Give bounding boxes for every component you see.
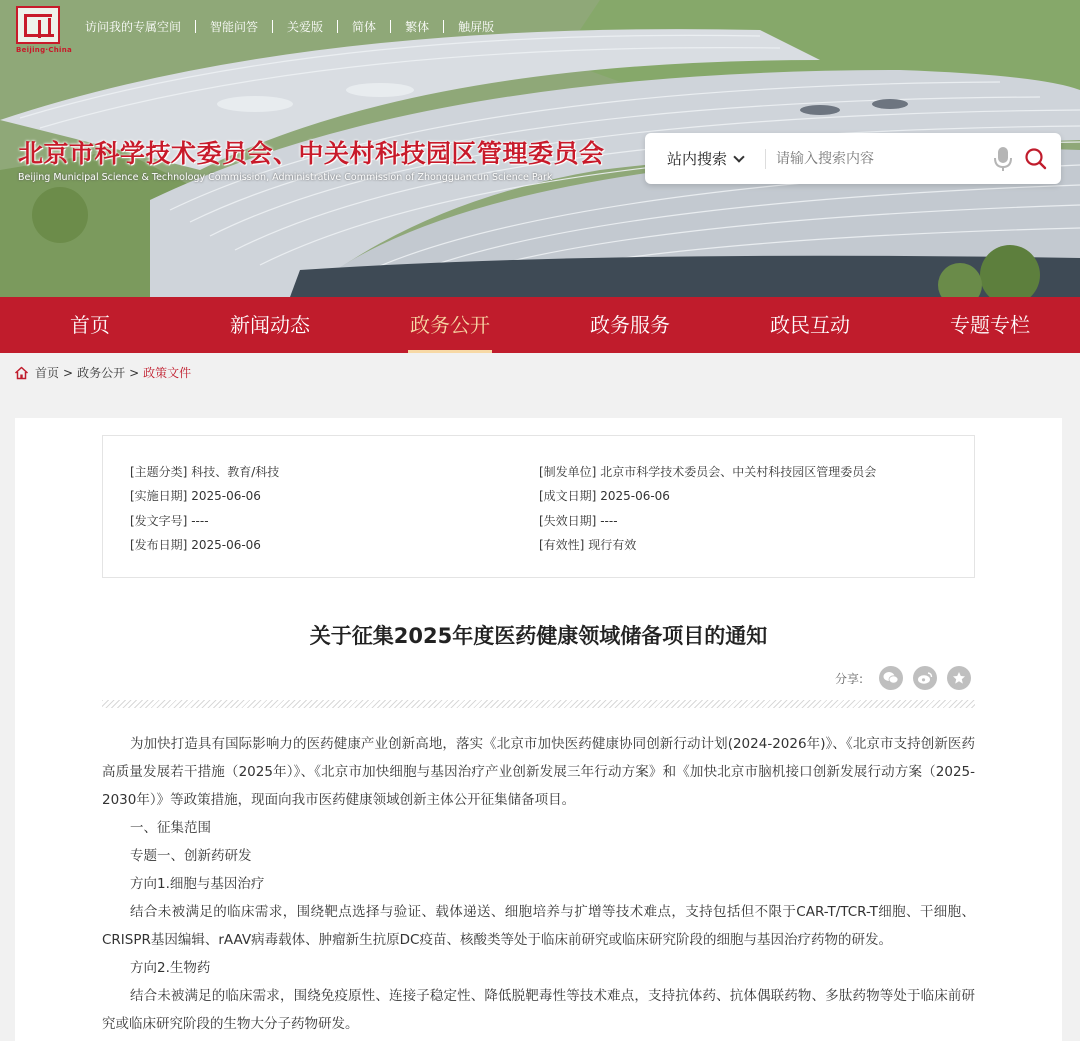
top-link-touch-version[interactable]: 触屏版 xyxy=(458,20,495,34)
meta-key: [发文字号] xyxy=(130,514,188,528)
article-body xyxy=(102,730,975,1038)
breadcrumb-government-affairs[interactable]: 政务公开 xyxy=(77,366,126,380)
logo-text: Beijing·China xyxy=(16,46,73,54)
breadcrumb-home[interactable]: 首页 xyxy=(35,366,60,380)
meta-value: 北京市科学技术委员会、中关村科技园区管理委员会 xyxy=(600,465,877,479)
top-link-simplified[interactable]: 简体 xyxy=(352,20,377,34)
favorite-icon[interactable] xyxy=(947,666,971,690)
search-input[interactable] xyxy=(766,151,991,167)
article-paragraph: 一、征集范围 xyxy=(130,820,211,836)
chevron-down-icon xyxy=(733,151,744,162)
main-nav xyxy=(0,297,1080,353)
top-link-divider xyxy=(443,20,444,33)
meta-value: 现行有效 xyxy=(588,538,637,552)
top-link-my-space[interactable]: 访问我的专属空间 xyxy=(85,20,182,34)
meta-key: [成文日期] xyxy=(539,489,597,503)
top-link-divider xyxy=(390,20,391,33)
article-paragraph: 方向1.细胞与基因治疗 xyxy=(130,876,265,892)
site-title xyxy=(18,134,605,183)
nav-item-topics[interactable]: 专题专栏 xyxy=(950,313,1030,337)
breadcrumb-separator: > xyxy=(63,365,74,380)
meta-publish-date xyxy=(130,536,261,553)
mic-icon[interactable] xyxy=(991,145,1015,173)
title-divider xyxy=(102,700,975,708)
article-paragraph: 为加快打造具有国际影响力的医药健康产业创新高地，落实《北京市加快医药健康协同创新行动计划(2024-2026年)》、《北京市支持创新医药高质量发展若干措施（2025年）》、《北京市加快细胞与基因治疗产业创新发展三年行动方案》和《加快北京市脑机接口创新发展行动方案（2025-2030年）》等政策措施，现面向我市医药健康领域创新主体公开征集储备项目。 xyxy=(102,736,975,808)
nav-item-interaction[interactable]: 政民互动 xyxy=(770,313,850,337)
breadcrumb-separator: > xyxy=(129,365,140,380)
breadcrumb-policy-documents[interactable]: 政策文件 xyxy=(143,366,192,380)
nav-item-news[interactable]: 新闻动态 xyxy=(230,313,310,337)
top-link-traditional[interactable]: 繁体 xyxy=(405,20,430,34)
header-banner xyxy=(0,0,1080,297)
top-link-divider xyxy=(272,20,273,33)
meta-value: 2025-06-06 xyxy=(191,489,261,503)
share-label: 分享: xyxy=(835,671,864,686)
meta-key: [失效日期] xyxy=(539,514,597,528)
search-scope-dropdown[interactable] xyxy=(645,148,765,169)
meta-value: 2025-06-06 xyxy=(600,489,670,503)
article-paragraph: 专题一、创新药研发 xyxy=(130,848,252,864)
site-title-cn: 北京市科学技术委员会、中关村科技园区管理委员会 xyxy=(18,139,605,168)
home-icon[interactable] xyxy=(14,366,29,380)
share-bar xyxy=(835,666,971,690)
meta-value: ---- xyxy=(191,514,209,528)
nav-item-services[interactable]: 政务服务 xyxy=(590,313,670,337)
top-links xyxy=(85,18,494,35)
meta-key: [实施日期] xyxy=(130,489,188,503)
meta-expiry-date xyxy=(539,512,618,529)
document-meta-table xyxy=(102,435,975,578)
meta-key: [主题分类] xyxy=(130,465,188,479)
top-link-smart-qa[interactable]: 智能问答 xyxy=(210,20,259,34)
wechat-icon[interactable] xyxy=(879,666,903,690)
meta-written-date xyxy=(539,487,670,504)
meta-key: [有效性] xyxy=(539,538,585,552)
meta-value: 科技、教育/科技 xyxy=(191,465,280,479)
nav-item-home[interactable]: 首页 xyxy=(70,313,110,337)
search-box xyxy=(645,133,1061,184)
site-logo[interactable] xyxy=(16,6,73,54)
meta-value: 2025-06-06 xyxy=(191,538,261,552)
meta-value: ---- xyxy=(600,514,618,528)
meta-key: [发布日期] xyxy=(130,538,188,552)
top-link-divider xyxy=(337,20,338,33)
top-link-divider xyxy=(195,20,196,33)
weibo-icon[interactable] xyxy=(913,666,937,690)
search-icon[interactable] xyxy=(1023,146,1049,172)
meta-subject-category xyxy=(130,463,279,480)
content-card xyxy=(15,418,1062,1041)
article-paragraph: 结合未被满足的临床需求，围绕免疫原性、连接子稳定性、降低脱靶毒性等技术难点，支持抗体药、抗体偶联药物、多肽药物等处于临床前研究或临床研究阶段的生物大分子药物研发。 xyxy=(102,988,975,1032)
document-title: 关于征集2025年度医药健康领域储备项目的通知 xyxy=(309,624,768,648)
top-link-care-version[interactable]: 关爱版 xyxy=(287,20,324,34)
meta-key: [制发单位] xyxy=(539,465,597,479)
article-paragraph: 方向2.生物药 xyxy=(130,960,211,976)
logo-seal-icon xyxy=(16,6,60,44)
article-paragraph: 结合未被满足的临床需求，围绕靶点选择与验证、载体递送、细胞培养与扩增等技术难点，支持包括但不限于CAR-T/TCR-T细胞、干细胞、CRISPR基因编辑、rAAV病毒载体、肿瘤新生抗原DC疫苗、核酸类等处于临床前研究或临床研究阶段的细胞与基因治疗药物的研发。 xyxy=(102,904,975,948)
top-bar xyxy=(0,0,1080,52)
meta-document-number xyxy=(130,512,209,529)
breadcrumb xyxy=(14,364,191,381)
search-scope-label: 站内搜索 xyxy=(667,150,728,168)
site-title-en: Beijing Municipal Science & Technology Commission, Administrative Commission of Zhongguancun Science Park xyxy=(18,172,553,183)
nav-item-government-affairs[interactable]: 政务公开 xyxy=(360,297,540,353)
meta-issuing-unit xyxy=(539,463,876,480)
meta-validity xyxy=(539,536,636,553)
meta-effective-date xyxy=(130,487,261,504)
